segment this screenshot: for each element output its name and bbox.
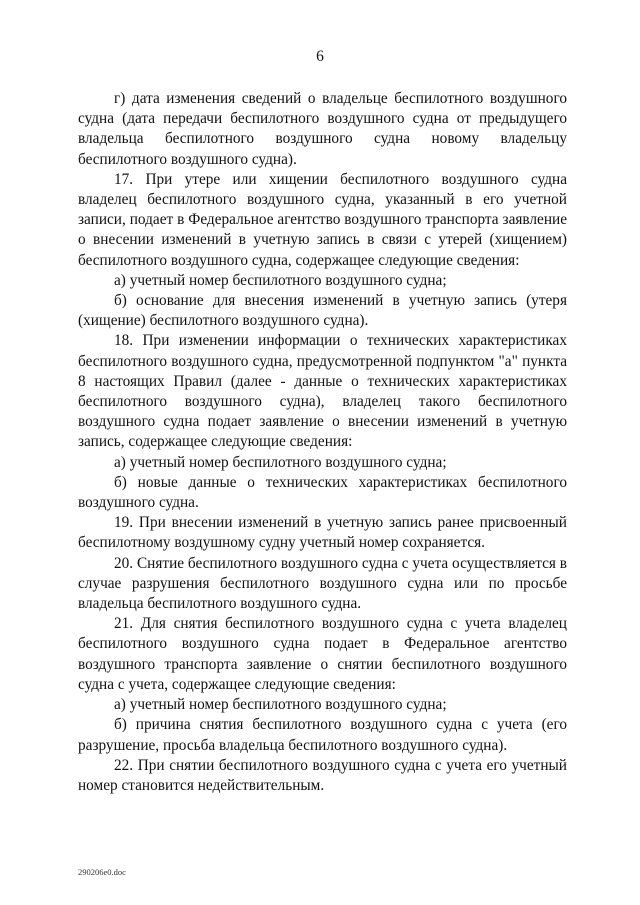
paragraph-20: 20. Снятие беспилотного воздушного судна с учета осуществляется в случае разрушения беспилотного воздушного судна или по просьбе владельца беспилотного воздушного судна.: [78, 554, 567, 613]
paragraph-17-item-a: а) учетный номер беспилотного воздушного судна;: [114, 271, 447, 289]
paragraph-18-item-b: б) новые данные о технических характеристиках беспилотного воздушного судна.: [78, 473, 567, 512]
paragraph-21: 21. Для снятия беспилотного воздушного судна с учета владелец беспилотного воздушного судна подает в Федеральное агентство воздушного транспорта заявление о снятии беспилотного воздушного судна с учета, содержащее следующие сведения:: [78, 615, 567, 693]
footer-document-code: 290206e0.doc: [78, 867, 126, 877]
paragraph-21-item-b: б) причина снятия беспилотного воздушного судна с учета (его разрушение, просьба владельца беспилотного воздушного судна).: [78, 716, 567, 754]
document-body: [78, 89, 567, 796]
paragraph-21-item-a: а) учетный номер беспилотного воздушного судна;: [114, 696, 447, 714]
paragraph-18: 18. При изменении информации о технических характеристиках беспилотного воздушного судна, предусмотренной подпунктом "а" пункта 8 настоящих Правил (далее - данные о технических характеристиках беспилотного воздушного судна), владелец такого беспилотного воздушного судна подает заявление о внесении изменений в учетную запись, содержащее следующие сведения:: [78, 332, 567, 451]
paragraph-22: 22. При снятии беспилотного воздушного судна с учета его учетный номер становится недействительным.: [78, 756, 567, 794]
paragraph-19: 19. При внесении изменений в учетную запись ранее присвоенный беспилотному воздушному судну учетный номер сохраняется.: [78, 514, 567, 552]
page-number: 6: [316, 48, 324, 65]
paragraph-item-g: г) дата изменения сведений о владельце беспилотного воздушного судна (дата передачи беспилотного воздушного судна от предыдущего владельца беспилотного воздушного судна новому владельцу беспилотного воздушного судна).: [78, 90, 567, 168]
paragraph-18-item-a: а) учетный номер беспилотного воздушного судна;: [114, 453, 447, 471]
paragraph-17: 17. При утере или хищении беспилотного воздушного судна владелец беспилотного воздушного судна, указанный в его учетной записи, подает в Федеральное агентство воздушного транспорта заявление о внесении изменений в учетную запись в связи с утерей (хищением) беспилотного воздушного судна, содержащее следующие сведения:: [78, 170, 567, 269]
paragraph-17-item-b: б) основание для внесения изменений в учетную запись (утеря (хищение) беспилотного воздушного судна).: [78, 292, 567, 330]
